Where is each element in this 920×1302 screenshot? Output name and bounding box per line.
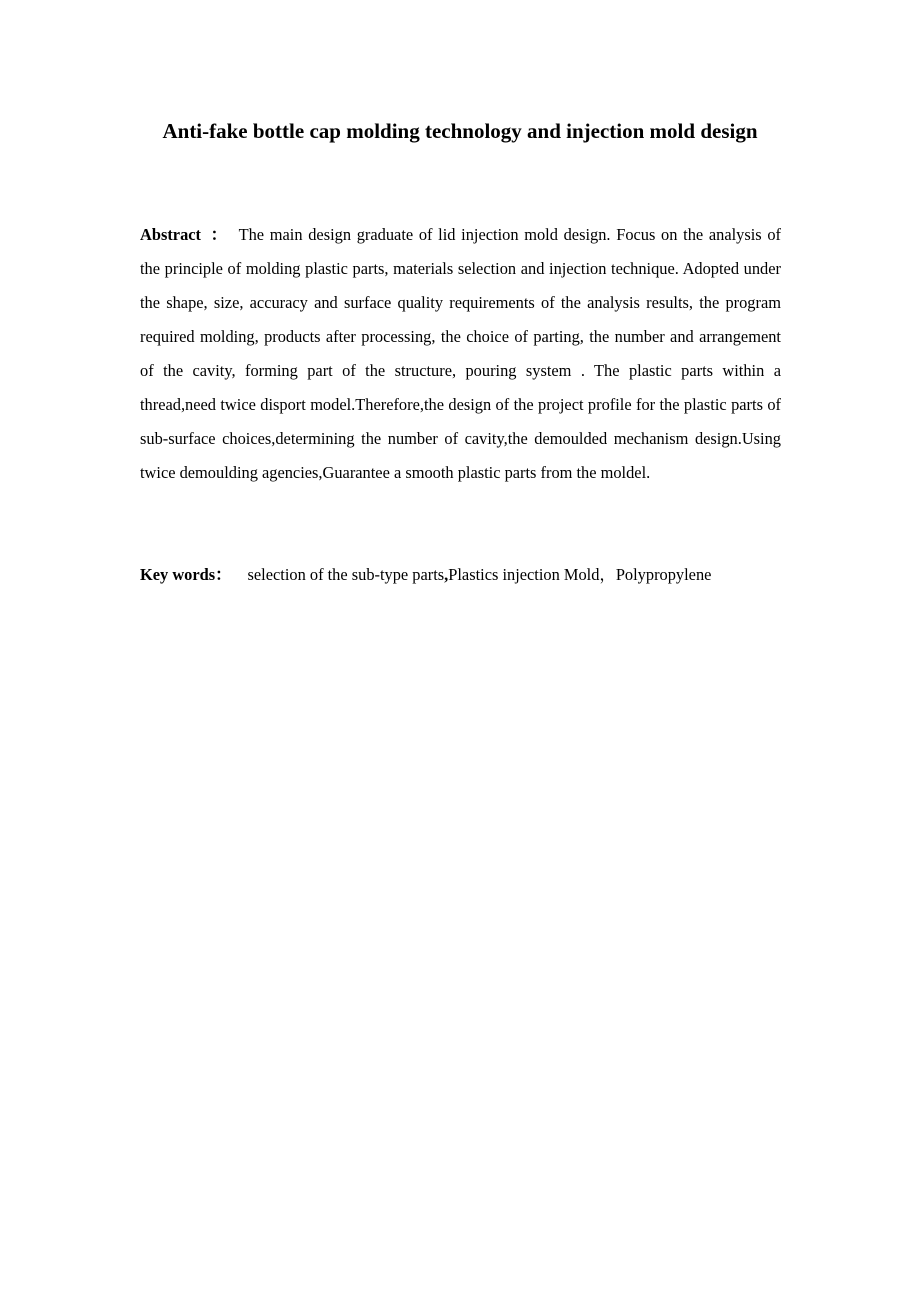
- abstract-text: The main design graduate of lid injection mold design. Focus on the analysis of the principle of molding plastic parts, materials selection and injection technique. Adopted under the shape, size, accuracy and surface quality requirements of the analysis results, the program required molding, products after processing, the choice of parting, the number and arrangement of the cavity, forming part of the structure, pouring system . The plastic parts within a thread,need twice disport model.Therefore,the design of the project profile for the plastic parts of sub-surface choices,determining the number of cavity,the demoulded mechanism design.Using twice demoulding agencies,Guarantee a smooth plastic parts from the moldel.: [140, 225, 782, 482]
- keyword-item: Polypropylene: [615, 565, 712, 584]
- abstract-paragraph: [140, 218, 781, 490]
- keywords-label: Key words: [140, 565, 216, 584]
- keyword-separator: ,: [444, 565, 449, 584]
- abstract-label: Abstract: [140, 225, 201, 244]
- keyword-item: Plastics injection Mold: [448, 565, 600, 584]
- document-title: Anti-fake bottle cap molding technology and injection mold design: [162, 119, 758, 143]
- abstract-colon: ：: [209, 225, 229, 244]
- keyword-separator: ，: [599, 565, 616, 584]
- keywords-line: [140, 558, 800, 592]
- keywords-colon: ：: [215, 565, 232, 584]
- keyword-item: selection of the sub-type parts: [247, 565, 445, 584]
